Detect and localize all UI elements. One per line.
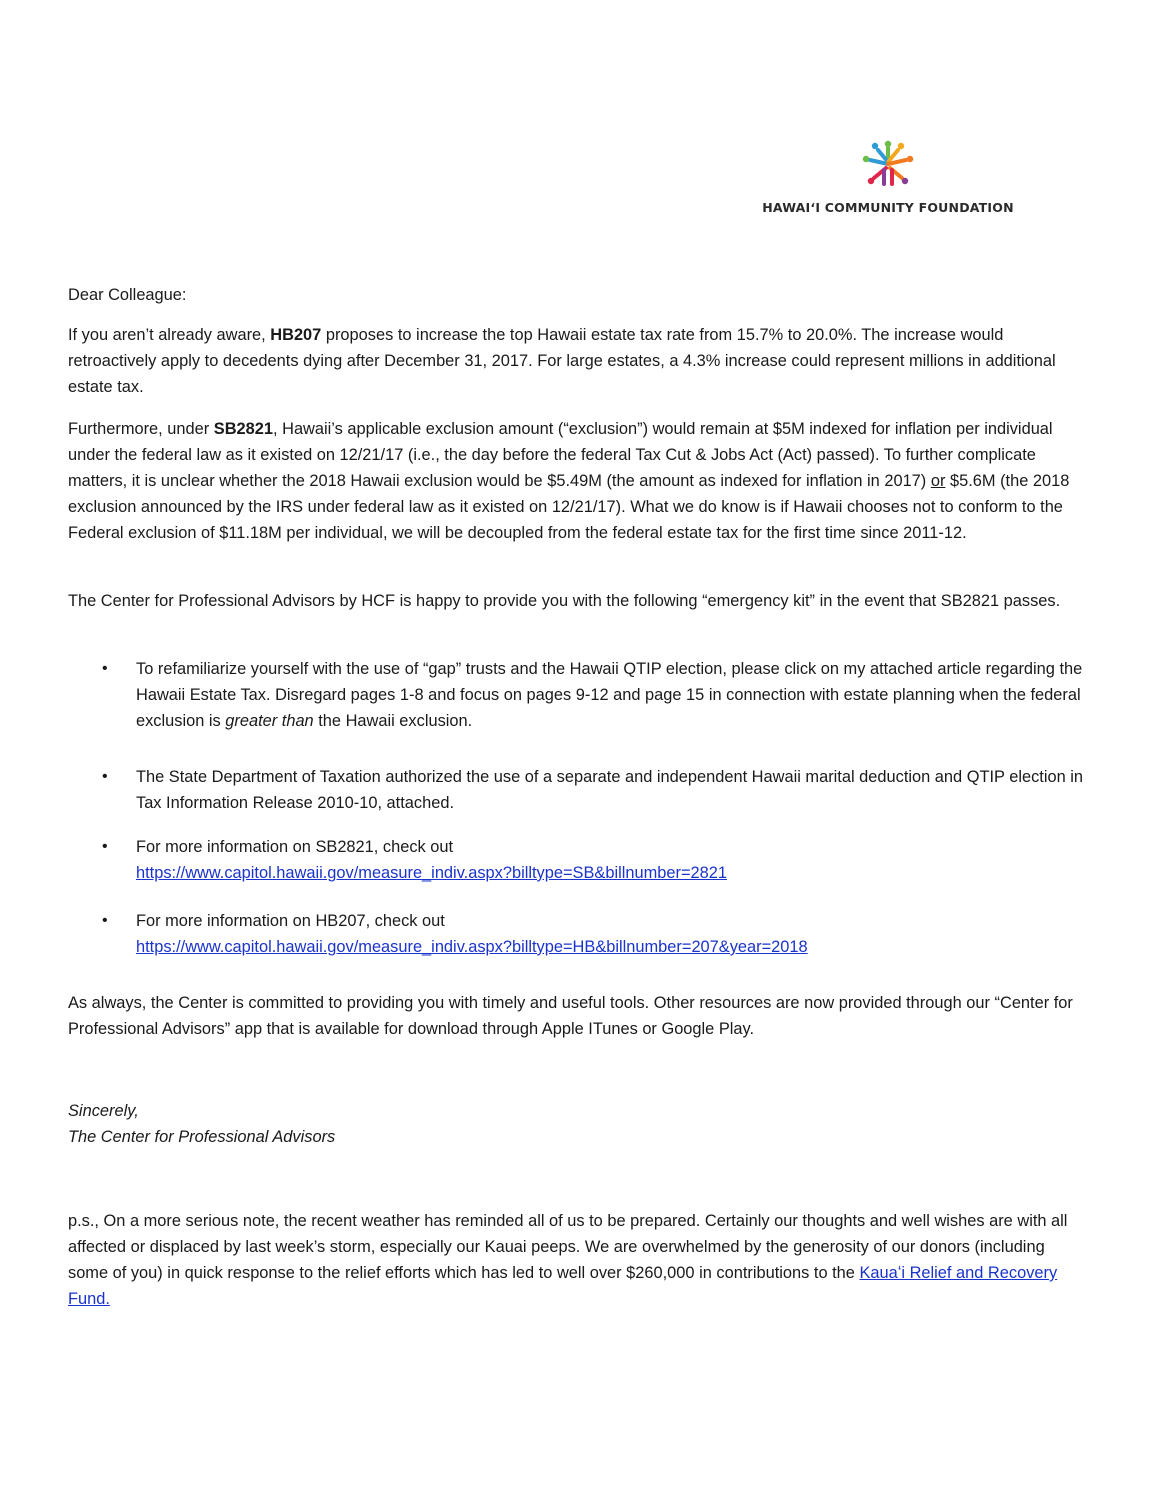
bill-hb207: HB207 [270, 326, 322, 344]
closing [68, 1098, 1088, 1150]
postscript: p.s., On a more serious note, the recent weather has reminded all of us to be prepared. Certainly our thoughts and well wishes are with all affected or displaced by last week’s storm, especially our Kauai peeps. We are overwhelmed by the generosity of our donors (including some of you) in quick response to the relief efforts which has led to well over $260,000 in contributions to the Kauaʻi Relief and Recovery Fund. [68, 1212, 1068, 1308]
paragraph-resources: As always, the Center is committed to providing you with timely and useful tools. Other resources are now provided through our “Center for Professional Advisors” app that is available for download through Apple ITunes or Google Play. [68, 994, 1073, 1038]
flower-logo-icon [860, 140, 916, 190]
paragraph-emergency-kit: The Center for Professional Advisors by HCF is happy to provide you with the following “emergency kit” in the event that SB2821 passes. [68, 592, 1061, 610]
salutation: Dear Colleague: [68, 286, 187, 304]
closing-sincerely: Sincerely, [68, 1102, 139, 1120]
bullet-marker: • [102, 768, 108, 785]
bill-sb2821: SB2821 [213, 420, 273, 438]
letter-page: HAWAIʻI COMMUNITY FOUNDATION Dear Colleague: If you aren’t already aware, HB207 proposes to increase the top Hawaii estate tax rate from 15.7% to 20.0%. The increase would retroactively apply to decedents dying after December 31, 2017. For large estates, a 4.3% increase could represent millions in additional estate tax. Furthermore, under SB2821, Hawaii’s applicable exclusion amount (“exclusion”) would remain at $5M indexed for inflation per individual under the federal law as it existed on 12/21/17 (i.e., the day before the federal Tax Cut & Jobs Act (Act) passed). To further complicate matters, it is unclear whether the 2018 Hawaii exclusion would be $5.49M (the amount as indexed for inflation in 2017) or $5.6M (the 2018 exclusion announced by the IRS under federal law as it existed on 12/21/17). What we do know is if Hawaii chooses not to conform to the Federal exclusion of $11.18M per individual, we will be decoupled from the federal estate tax for the first time since 2011-12. The Center for Professional Advisors by HCF is happy to provide you with the following “emergency kit” in the event that SB2821 passes. • To refamiliarize yourself with the use of “gap” trusts and the Hawaii QTIP election, please click on my attached article regarding the Hawaii Estate Tax. Disregard pages 1-8 and focus on pages 9-12 and page 15 in connection with estate planning when the federal exclusion is greater than the Hawaii exclusion. • The State Department of Taxation authorized the use of a separate and independent Hawaii marital deduction and QTIP election in Tax Information Release 2010-10, attached. • For more information on SB2821, check out https://www.capitol.hawaii.gov/measure_indiv.aspx?billtype=SB&billnumber=2821 • For more information on HB207, check out https://www.capitol.hawaii.gov/measure_indiv.aspx?billtype=HB&billnumber=207&year=2018 As always, the Center is committed to providing you with timely and useful tools. Other resources are now provided through our “Center for Professional Advisors” app that is available for download through Apple ITunes or Google Play. Sincerely, The Center for Professional Advisors p.s., On a more serious note, the recent weather has reminded all of us to be prepared. Certainly our thoughts and well wishes are with all affected or displaced by last week’s storm, especially our Kauai peeps. We are overwhelmed by the generosity of our donors (including some of you) in quick response to the relief efforts which has led to well over $260,000 in contributions to the Kauaʻi Relief and Recovery Fund. [0, 0, 1156, 1496]
hb207-link[interactable]: https://www.capitol.hawaii.gov/measure_indiv.aspx?billtype=HB&billnumber=207&year=2018 [136, 938, 808, 956]
signature: The Center for Professional Advisors [68, 1128, 336, 1146]
bullet-marker: • [102, 838, 108, 855]
organization-name: HAWAIʻI COMMUNITY FOUNDATION [762, 200, 1014, 215]
paragraph-hb207: If you aren’t already aware, HB207 proposes to increase the top Hawaii estate tax rate from 15.7% to 20.0%. The increase would retroactively apply to decedents dying after December 31, 2017. For large estates, a 4.3% increase could represent millions in additional estate tax. [68, 326, 1056, 396]
underlined-or: or [930, 472, 946, 490]
organization-logo [758, 140, 1018, 215]
bullet-marker: • [102, 660, 108, 677]
paragraph-sb2821: Furthermore, under SB2821, Hawaii’s applicable exclusion amount (“exclusion”) would remain at $5M indexed for inflation per individual under the federal law as it existed on 12/21/17 (i.e., the day before the federal Tax Cut & Jobs Act (Act) passed). To further complicate matters, it is unclear whether the 2018 Hawaii exclusion would be $5.49M (the amount as indexed for inflation in 2017) or $5.6M (the 2018 exclusion announced by the IRS under federal law as it existed on 12/21/17). What we do know is if Hawaii chooses not to conform to the Federal exclusion of $11.18M per individual, we will be decoupled from the federal estate tax for the first time since 2011-12. [68, 420, 1070, 542]
bullet-marker: • [102, 912, 108, 929]
sb2821-link[interactable]: https://www.capitol.hawaii.gov/measure_indiv.aspx?billtype=SB&billnumber=2821 [136, 864, 727, 882]
kauai-relief-fund-link[interactable]: Kauaʻi Relief and Recovery Fund. [68, 1264, 1058, 1308]
